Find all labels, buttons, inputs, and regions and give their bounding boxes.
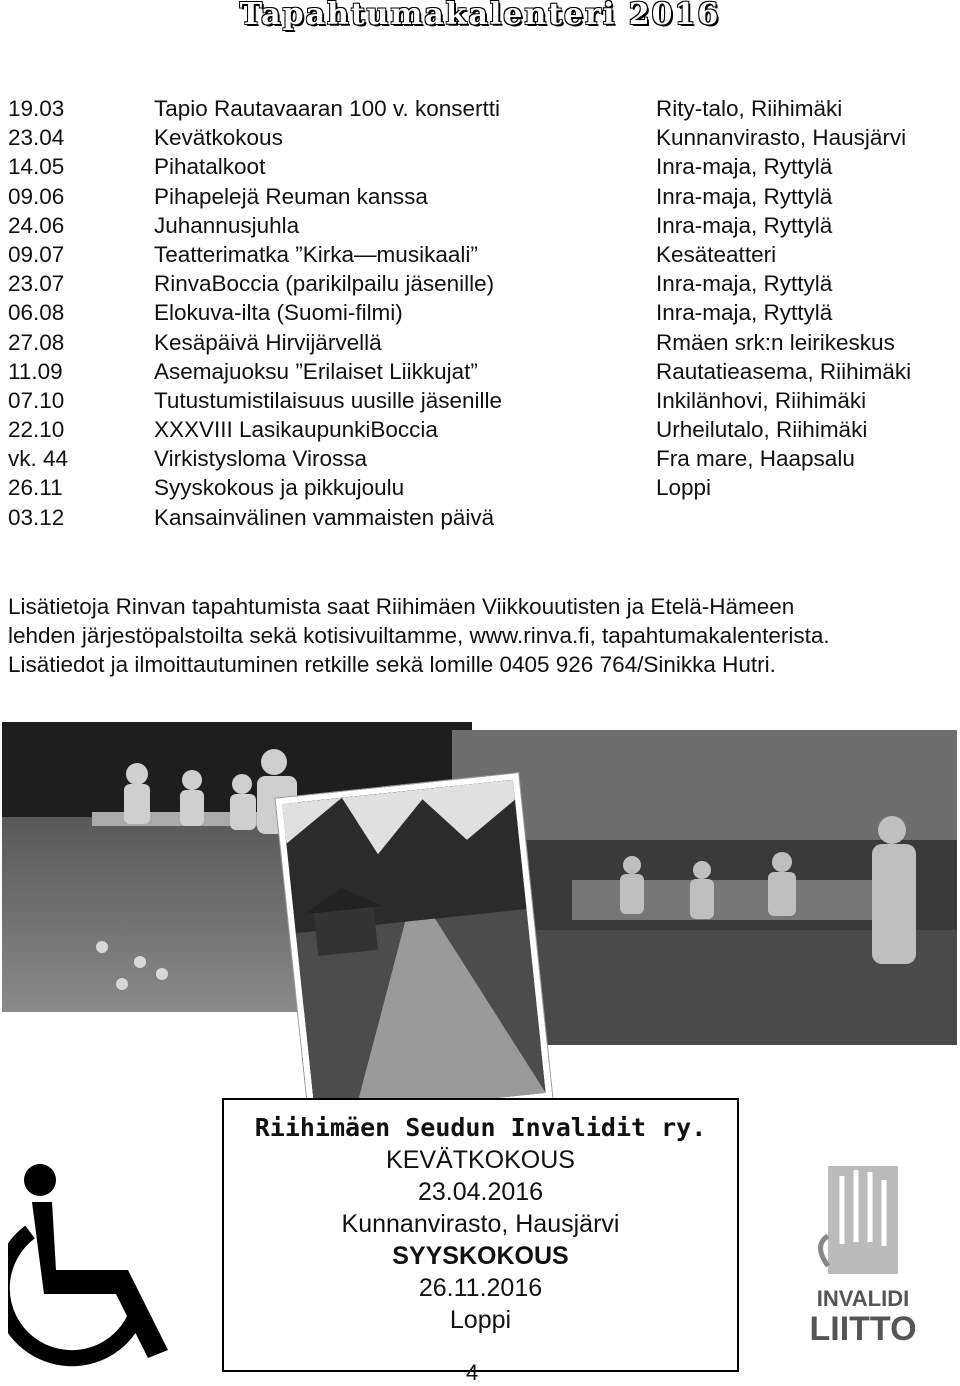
logo-text: INVALIDI xyxy=(816,1286,910,1311)
event-place: Inra-maja, Ryttylä xyxy=(656,212,833,238)
event-row xyxy=(8,123,953,152)
event-name: Virkistysloma Virossa xyxy=(154,446,367,472)
event-date: 27.08 xyxy=(8,329,65,355)
info-line: Lisätiedot ja ilmoittautuminen retkille sekä lomille 0405 926 764/Sinikka Hutri. xyxy=(8,652,776,677)
wheelchair-icon xyxy=(8,1160,208,1375)
event-name: XXXVIII LasikaupunkiBoccia xyxy=(154,417,438,443)
event-name: Syyskokous ja pikkujoulu xyxy=(154,475,405,501)
event-row xyxy=(8,503,953,532)
event-place: Rautatieasema, Riihimäki xyxy=(656,358,912,384)
event-date: 03.12 xyxy=(8,504,65,530)
event-name: Teatterimatka ”Kirka—musikaali” xyxy=(154,241,478,267)
event-place: Inra-maja, Ryttylä xyxy=(656,183,833,209)
event-name: Juhannusjuhla xyxy=(154,212,300,238)
meeting-title: KEVÄTKOKOUS xyxy=(386,1146,575,1174)
event-place: Urheilutalo, Riihimäki xyxy=(656,417,868,443)
event-date: 22.10 xyxy=(8,417,65,443)
meeting-date: 26.11.2016 xyxy=(418,1274,543,1302)
event-date: 07.10 xyxy=(8,387,65,413)
page-title: Tapahtumakalenteri 2016 xyxy=(239,0,721,32)
event-date: vk. 44 xyxy=(8,446,69,472)
event-name: Tutustumistilaisuus uusille jäsenille xyxy=(154,387,503,413)
event-calendar xyxy=(8,94,953,532)
event-row xyxy=(8,240,953,269)
event-place: Loppi xyxy=(656,475,712,501)
event-name: Asemajuoksu ”Erilaiset Liikkujat” xyxy=(154,358,478,384)
organization-name: Riihimäen Seudun Invalidit ry. xyxy=(254,1113,707,1142)
event-name: Kansainvälinen vammaisten päivä xyxy=(154,504,495,530)
event-place: Kesäteatteri xyxy=(656,241,777,267)
meeting-date: 23.04.2016 xyxy=(417,1178,544,1206)
meeting-place: Kunnanvirasto, Hausjärvi xyxy=(341,1210,620,1238)
event-row xyxy=(8,386,953,415)
event-row xyxy=(8,444,953,473)
event-row xyxy=(8,328,953,357)
meeting-title: SYYSKOKOUS xyxy=(392,1242,569,1270)
event-place: Rmäen srk:n leirikeskus xyxy=(656,329,895,355)
event-place: Inra-maja, Ryttylä xyxy=(656,271,833,297)
info-paragraph xyxy=(8,592,953,679)
event-place: Fra mare, Haapsalu xyxy=(656,446,855,472)
event-place: Inra-maja, Ryttylä xyxy=(656,300,833,326)
event-name: RinvaBoccia (parikilpailu jäsenille) xyxy=(154,271,495,297)
page-number: 4 xyxy=(466,1360,479,1385)
event-row xyxy=(8,211,953,240)
event-date: 11.09 xyxy=(8,358,63,384)
event-name: Pihatalkoot xyxy=(154,154,266,180)
event-row xyxy=(8,182,953,211)
invalidiliitto-logo xyxy=(798,1156,928,1361)
event-name: Elokuva-ilta (Suomi-filmi) xyxy=(154,300,403,326)
event-date: 14.05 xyxy=(8,154,65,180)
info-line: Lisätietoja Rinvan tapahtumista saat Riihimäen Viikkouutisten ja Etelä-Hämeen xyxy=(8,594,795,619)
event-date: 23.07 xyxy=(8,271,65,297)
event-date: 06.08 xyxy=(8,300,65,326)
meeting-place: Loppi xyxy=(449,1306,512,1334)
event-row xyxy=(8,269,953,298)
event-row xyxy=(8,298,953,327)
event-name: Pihapelejä Reuman kanssa xyxy=(154,183,428,209)
event-row xyxy=(8,94,953,123)
event-row xyxy=(8,415,953,444)
event-place: Inra-maja, Ryttylä xyxy=(656,154,833,180)
logo-text: LIITTO xyxy=(809,1310,917,1348)
event-date: 19.03 xyxy=(8,96,65,121)
photo-collage xyxy=(0,720,960,1100)
event-row xyxy=(8,152,953,181)
event-name: Kevätkokous xyxy=(154,125,283,151)
event-name: Tapio Rautavaaran 100 v. konsertti xyxy=(154,96,501,121)
event-name: Kesäpäivä Hirvijärvellä xyxy=(154,329,382,355)
event-date: 24.06 xyxy=(8,212,65,238)
event-row xyxy=(8,357,953,386)
info-line: lehden järjestöpalstoilta sekä kotisivuiltamme, www.rinva.fi, tapahtumakalenterista. xyxy=(8,623,830,648)
event-place: Kunnanvirasto, Hausjärvi xyxy=(656,125,907,151)
meeting-info-box xyxy=(222,1098,739,1372)
event-row xyxy=(8,473,953,502)
event-place: Rity-talo, Riihimäki xyxy=(656,96,843,121)
event-date: 09.06 xyxy=(8,183,65,209)
event-date: 26.11 xyxy=(8,475,63,501)
event-date: 23.04 xyxy=(8,125,65,151)
event-place: Inkilänhovi, Riihimäki xyxy=(656,387,867,413)
event-date: 09.07 xyxy=(8,241,65,267)
path-photo xyxy=(276,773,553,1124)
